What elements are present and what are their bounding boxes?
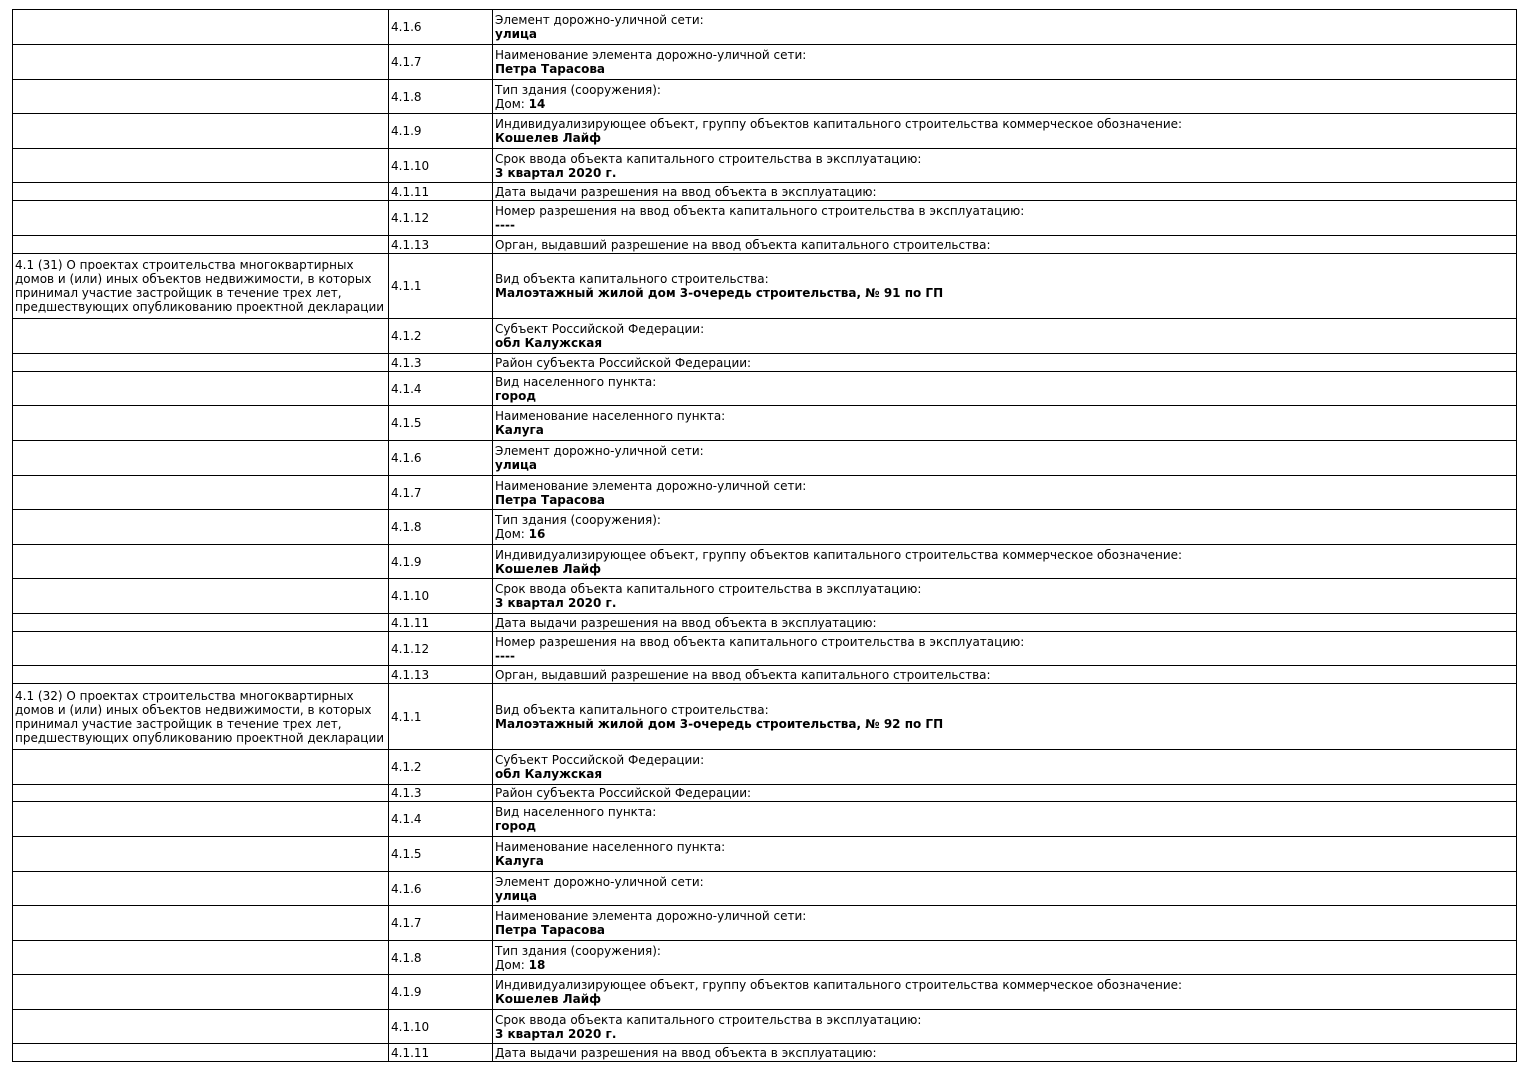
item-code: 4.1.7 [389, 906, 493, 941]
item-code: 4.1.1 [389, 684, 493, 750]
item-label: Тип здания (сооружения): [495, 513, 661, 527]
item-value: Кошелев Лайф [495, 992, 602, 1006]
table-row [13, 614, 1517, 632]
table-row [13, 1044, 1517, 1062]
item-content [493, 80, 1517, 114]
declaration-table-body [13, 10, 1517, 1062]
item-label: Вид населенного пункта: [495, 374, 657, 389]
item-content [493, 476, 1517, 510]
item-code: 4.1.13 [389, 666, 493, 684]
item-label: Наименование населенного пункта: [495, 409, 726, 423]
table-row [13, 354, 1517, 372]
item-value-line [495, 218, 1514, 232]
item-code: 4.1.3 [389, 354, 493, 372]
section-cell [13, 201, 389, 236]
item-value-line [495, 423, 1514, 437]
item-code: 4.1.8 [389, 510, 493, 545]
item-value: 16 [528, 527, 546, 541]
item-code: 4.1.11 [389, 183, 493, 201]
item-value-line [495, 562, 1514, 576]
item-content [493, 114, 1517, 149]
item-value-line [495, 992, 1514, 1006]
section-cell [13, 579, 389, 614]
item-code: 4.1.8 [389, 80, 493, 114]
item-value: Кошелев Лайф [495, 561, 602, 576]
item-value: город [495, 388, 537, 403]
item-content [493, 254, 1517, 319]
table-row [13, 941, 1517, 975]
section-cell [13, 837, 389, 872]
section-cell [13, 750, 389, 785]
table-row [13, 10, 1517, 45]
section-title: 4.1 (32) О проектах строительства многоквартирных домов и (или) иных объектов недвижимости, в которых принимал участие застройщик в течение трех лет, предшествующих опубликованию проектной декларации [15, 688, 385, 745]
section-cell [13, 236, 389, 254]
table-row [13, 837, 1517, 872]
table-row [13, 254, 1517, 319]
item-code: 4.1.2 [389, 319, 493, 354]
table-row [13, 785, 1517, 802]
item-content [493, 236, 1517, 254]
item-code: 4.1.4 [389, 372, 493, 406]
section-title: 4.1 (31) О проектах строительства многоквартирных домов и (или) иных объектов недвижимости, в которых принимал участие застройщик в течение трех лет, предшествующих опубликованию проектной декларации [15, 258, 385, 314]
item-code: 4.1.5 [389, 406, 493, 441]
item-content [493, 837, 1517, 872]
section-cell [13, 872, 389, 906]
item-code: 4.1.6 [389, 872, 493, 906]
table-row [13, 149, 1517, 183]
table-row [13, 579, 1517, 614]
section-cell [13, 941, 389, 975]
item-code: 4.1.13 [389, 236, 493, 254]
item-value-line [495, 131, 1514, 145]
item-value: Кошелев Лайф [495, 131, 602, 145]
item-content [493, 906, 1517, 941]
item-value: 18 [528, 957, 546, 972]
item-code: 4.1.10 [389, 1010, 493, 1044]
item-content [493, 354, 1517, 372]
item-label: Вид объекта капитального строительства: [495, 702, 769, 717]
section-cell [13, 975, 389, 1010]
item-value: улица [495, 27, 538, 41]
section-cell [13, 545, 389, 579]
table-row [13, 684, 1517, 750]
item-value-line [495, 1027, 1514, 1041]
item-label: Наименование элемента дорожно-уличной сети: [495, 909, 807, 923]
table-row [13, 236, 1517, 254]
section-cell [13, 802, 389, 837]
item-label: Район субъекта Российской Федерации: [495, 355, 752, 370]
item-value: 3 квартал 2020 г. [495, 1026, 617, 1041]
item-content [493, 510, 1517, 545]
item-label: Номер разрешения на ввод объекта капитального строительства в эксплуатацию: [495, 634, 1025, 649]
table-row [13, 45, 1517, 80]
item-code: 4.1.6 [389, 10, 493, 45]
item-label: Срок ввода объекта капитального строительства в эксплуатацию: [495, 151, 922, 166]
item-label: Наименование элемента дорожно-уличной сети: [495, 48, 807, 62]
item-value-line [495, 649, 1514, 663]
item-label: Элемент дорожно-уличной сети: [495, 874, 704, 889]
section-cell [13, 684, 389, 750]
item-label: Дата выдачи разрешения на ввод объекта в эксплуатацию: [495, 184, 877, 199]
item-code: 4.1.11 [389, 1044, 493, 1062]
item-value: улица [495, 888, 538, 903]
table-row [13, 802, 1517, 837]
item-label: Тип здания (сооружения): [495, 82, 661, 97]
item-label: Субъект Российской Федерации: [495, 753, 705, 767]
item-label: Субъект Российской Федерации: [495, 322, 705, 336]
section-cell [13, 10, 389, 45]
item-label: Элемент дорожно-уличной сети: [495, 13, 704, 27]
item-content [493, 614, 1517, 632]
item-value-line [495, 958, 1514, 972]
item-value: 14 [528, 96, 546, 111]
item-value-line [495, 97, 1514, 111]
item-content [493, 632, 1517, 666]
item-value-prefix: Дом: [495, 957, 529, 972]
item-label: Дата выдачи разрешения на ввод объекта в эксплуатацию: [495, 615, 877, 630]
item-value: 3 квартал 2020 г. [495, 165, 617, 180]
item-content [493, 975, 1517, 1010]
item-value: Малоэтажный жилой дом 3-очередь строительства, № 92 по ГП [495, 716, 944, 731]
item-label: Индивидуализирующее объект, группу объектов капитального строительства коммерческое обозначение: [495, 117, 1183, 131]
item-code: 4.1.7 [389, 476, 493, 510]
item-content [493, 750, 1517, 785]
section-cell [13, 319, 389, 354]
item-value: обл Калужская [495, 336, 603, 350]
item-value-line [495, 493, 1514, 507]
table-row [13, 975, 1517, 1010]
item-value-line [495, 389, 1514, 403]
item-code: 4.1.9 [389, 114, 493, 149]
table-row [13, 80, 1517, 114]
item-label: Район субъекта Российской Федерации: [495, 786, 752, 800]
item-label: Срок ввода объекта капитального строительства в эксплуатацию: [495, 582, 922, 596]
table-row [13, 1010, 1517, 1044]
section-cell [13, 372, 389, 406]
section-cell [13, 632, 389, 666]
item-content [493, 10, 1517, 45]
item-label: Орган, выдавший разрешение на ввод объекта капитального строительства: [495, 237, 991, 252]
item-value: улица [495, 458, 538, 472]
section-cell [13, 666, 389, 684]
item-code: 4.1.8 [389, 941, 493, 975]
item-value-line [495, 889, 1514, 903]
declaration-table [12, 9, 1517, 1062]
item-value-prefix: Дом: [495, 527, 529, 541]
item-code: 4.1.10 [389, 149, 493, 183]
table-row [13, 545, 1517, 579]
table-row [13, 114, 1517, 149]
item-value-line [495, 854, 1514, 868]
item-value-line [495, 527, 1514, 541]
item-content [493, 149, 1517, 183]
table-row [13, 441, 1517, 476]
item-code: 4.1.12 [389, 201, 493, 236]
item-value: Малоэтажный жилой дом 3-очередь строительства, № 91 по ГП [495, 286, 944, 300]
section-cell [13, 254, 389, 319]
table-row [13, 476, 1517, 510]
item-value-line [495, 62, 1514, 76]
item-code: 4.1.3 [389, 785, 493, 802]
item-label: Срок ввода объекта капитального строительства в эксплуатацию: [495, 1012, 922, 1027]
table-row [13, 632, 1517, 666]
item-label: Вид населенного пункта: [495, 805, 657, 819]
table-row [13, 872, 1517, 906]
item-content [493, 45, 1517, 80]
item-content [493, 441, 1517, 476]
item-value-line [495, 458, 1514, 472]
item-value: 3 квартал 2020 г. [495, 596, 617, 610]
table-row [13, 372, 1517, 406]
item-value: Петра Тарасова [495, 923, 606, 937]
item-content [493, 666, 1517, 684]
item-value: ---- [495, 648, 515, 663]
item-label: Элемент дорожно-уличной сети: [495, 444, 704, 458]
section-cell [13, 614, 389, 632]
item-content [493, 872, 1517, 906]
item-value: Калуга [495, 423, 544, 437]
table-row [13, 183, 1517, 201]
item-code: 4.1.5 [389, 837, 493, 872]
item-code: 4.1.9 [389, 975, 493, 1010]
item-content [493, 802, 1517, 837]
table-row [13, 906, 1517, 941]
section-cell [13, 149, 389, 183]
item-label: Тип здания (сооружения): [495, 943, 661, 958]
item-value: Петра Тарасова [495, 492, 606, 507]
item-content [493, 684, 1517, 750]
item-value: Калуга [495, 854, 544, 868]
section-cell [13, 354, 389, 372]
section-cell [13, 476, 389, 510]
item-content [493, 545, 1517, 579]
section-cell [13, 1010, 389, 1044]
item-label: Наименование элемента дорожно-уличной сети: [495, 478, 807, 493]
table-row [13, 406, 1517, 441]
table-row [13, 201, 1517, 236]
item-value-line [495, 336, 1514, 350]
section-cell [13, 510, 389, 545]
table-row [13, 510, 1517, 545]
item-value-line [495, 166, 1514, 180]
item-content [493, 1010, 1517, 1044]
table-row [13, 666, 1517, 684]
item-label: Орган, выдавший разрешение на ввод объекта капитального строительства: [495, 667, 991, 682]
item-content [493, 579, 1517, 614]
item-value: обл Калужская [495, 767, 603, 781]
item-content [493, 406, 1517, 441]
item-value-line [495, 286, 1514, 300]
item-label: Дата выдачи разрешения на ввод объекта в эксплуатацию: [495, 1045, 877, 1060]
item-value: ---- [495, 218, 515, 232]
item-code: 4.1.1 [389, 254, 493, 319]
table-row [13, 319, 1517, 354]
item-code: 4.1.4 [389, 802, 493, 837]
item-content [493, 372, 1517, 406]
section-cell [13, 114, 389, 149]
section-cell [13, 80, 389, 114]
item-value-line [495, 596, 1514, 610]
section-cell [13, 406, 389, 441]
item-content [493, 201, 1517, 236]
item-content [493, 785, 1517, 802]
item-code: 4.1.7 [389, 45, 493, 80]
section-cell [13, 906, 389, 941]
item-content [493, 941, 1517, 975]
item-value-line [495, 767, 1514, 781]
item-code: 4.1.2 [389, 750, 493, 785]
section-cell [13, 1044, 389, 1062]
item-value: город [495, 819, 537, 833]
item-content [493, 319, 1517, 354]
section-cell [13, 183, 389, 201]
item-label: Номер разрешения на ввод объекта капитального строительства в эксплуатацию: [495, 204, 1025, 218]
item-label: Вид объекта капитального строительства: [495, 272, 769, 286]
item-value: Петра Тарасова [495, 62, 606, 76]
item-content [493, 1044, 1517, 1062]
item-label: Индивидуализирующее объект, группу объектов капитального строительства коммерческое обозначение: [495, 978, 1183, 992]
item-code: 4.1.10 [389, 579, 493, 614]
item-code: 4.1.6 [389, 441, 493, 476]
section-cell [13, 785, 389, 802]
item-value-line [495, 819, 1514, 833]
item-value-prefix: Дом: [495, 96, 529, 111]
item-value-line [495, 923, 1514, 937]
table-row [13, 750, 1517, 785]
section-cell [13, 441, 389, 476]
item-label: Наименование населенного пункта: [495, 840, 726, 854]
item-value-line [495, 27, 1514, 41]
item-code: 4.1.9 [389, 545, 493, 579]
item-code: 4.1.12 [389, 632, 493, 666]
item-code: 4.1.11 [389, 614, 493, 632]
item-value-line [495, 717, 1514, 731]
item-content [493, 183, 1517, 201]
section-cell [13, 45, 389, 80]
item-label: Индивидуализирующее объект, группу объектов капитального строительства коммерческое обозначение: [495, 547, 1183, 562]
